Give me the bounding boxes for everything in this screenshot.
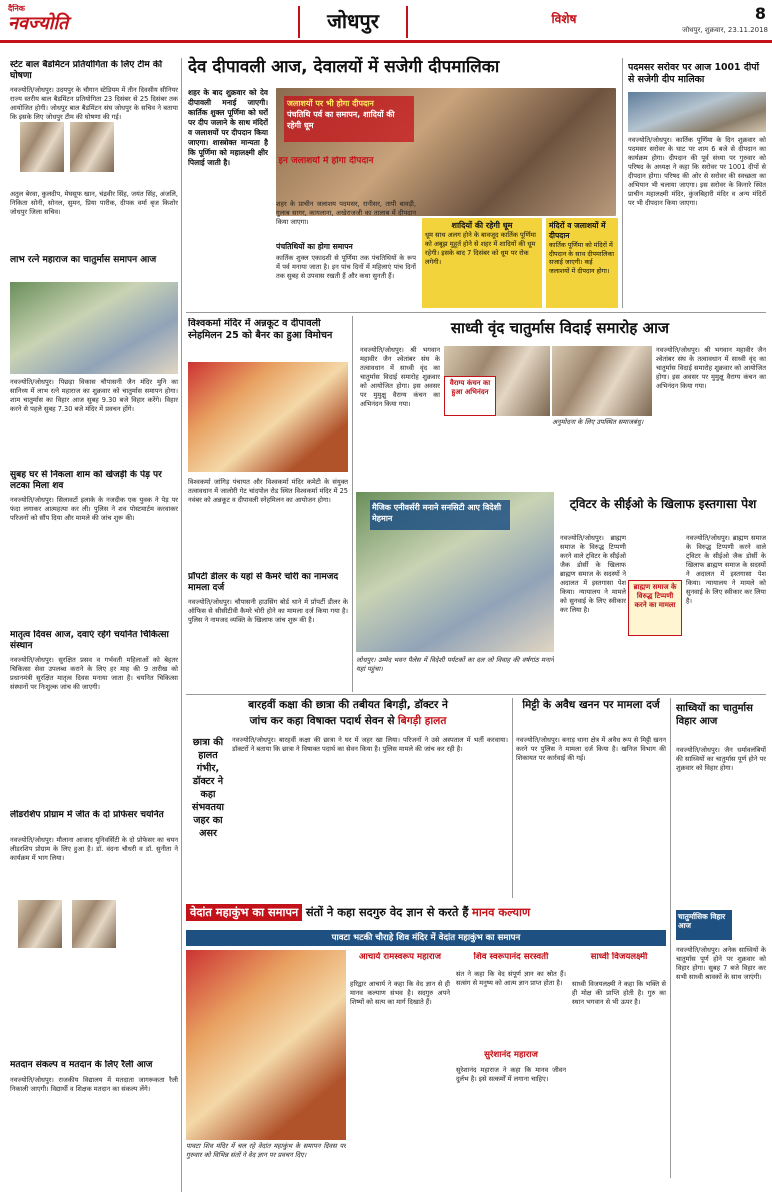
tourists-banner: [370, 500, 510, 530]
twitter-inset: [628, 580, 682, 636]
chaturmas-photo: [10, 282, 178, 374]
vihar-body2: नवज्योति/जोधपुर। अनेक साध्वियों के चातुर्मास पूर्ण होने पर शुक्रवार को विहार होगा। सुबह 7 बजे विहार कर सभी साध्वी श्रावकों के साथ जाएंगी।: [676, 946, 766, 981]
badminton-body: नवज्योति/जोधपुर। उदयपुर के चौगान स्टेडियम में तीन दिवसीय सीनियर राज्य स्तरीय बाल बैडमिंटन प्रतियोगिता 23 दिसंबर से 25 दिसंबर तक आयोजित होगी। जोधपुर बाल बैडमिंटन संघ जोधपुर के सचिव ने बताया कि इसके लिए जोधपुर टीम की घोषणा की गई।: [10, 86, 178, 121]
sadhvi-title: साध्वी वृंद चातुर्मास विदाई समारोह आज: [450, 319, 670, 337]
sadhvi-caption: अनुमोदना के लिए उपस्थित समाजबंधु।: [552, 418, 644, 426]
vedant-col1-title: आचार्य रामस्वरूप महाराज: [358, 952, 442, 962]
khejdi-body: नवज्योति/जोधपुर। सिलावटों इलाके के नजदीक एक युवक ने पेड़ पर फंदा लगाकर आत्महत्या कर ली। पुलिस ने शव पोस्टमार्टम करवाकर परिजनों को सौंप दिया और मामले की जांच शुरू की।: [10, 496, 178, 522]
vihar-body: नवज्योति/जोधपुर। जैन धर्मावलंबियों की साध्वियों का चातुर्मास पूर्ण होने पर शुक्रवार को विहार होगा।: [676, 746, 766, 772]
overlay-box: [284, 96, 414, 142]
lakes-body: शहर के प्राचीन जलाशय पदमसर, रानीसर, तापी बावड़ी, गुलाब सागर, कायलाना, अखेराजजी का तालाब में दीपदान किया जाएगा।: [276, 200, 416, 226]
lakes-subhead: इन जलाशयों में होगा दीपदान: [278, 156, 374, 166]
student-title-b: जांच कर कहा विषाक्त पदार्थ सेवन से: [249, 715, 395, 727]
badminton-names: अतुल बेरवा, कुलदीप, मेघसूफ खान, चंद्रवीर सिंह, जयंत सिंह, अंजलि, निकिता सोनी, सोनल, सुमन, प्रिया पारीक, दीपक वर्मा बृज किशोर जोधपुर जिला सचिव।: [10, 190, 178, 216]
padamsar-body: नवज्योति/जोधपुर। कार्तिक पूर्णिमा के दिन शुक्रवार को पदमसर सरोवर के घाट पर शाम 6 बजे से दीपदान का कार्यक्रम होगा। दीपदान की पूर्व संध्या पर गुरुवार को परिषद के अध्यक्ष ने कहा कि सरोवर पर 1001 दीपों से दीपदान होगा। परिषद की ओर से सरोवर की स्वच्छता का अभियान भी चलाया जाएगा। इस सरोवर के किनारे स्थित प्राचीन महालक्ष्मी मंदिर, कुंजबिहारी मंदिर व अन्य मंदिरों पर भी दीपदान किया जाएगा।: [628, 136, 766, 207]
voting-title: मतदान संकल्प व मतदान के लिए रैली आज: [10, 1060, 153, 1070]
brand-logo: [8, 4, 104, 36]
voting-body: नवज्योति/जोधपुर। राजकीय विद्यालय में मतदाता जागरूकता रैली निकाली जाएगी। विद्यार्थी व शिक्षक मतदान का संकल्प लेंगे।: [10, 1076, 178, 1093]
vedant-col1-body: हरिद्वार आचार्य ने कहा कि वेद ज्ञान से ही मानव कल्याण संभव है। सदगुरु अपने शिष्यों को सत्य का मार्ग दिखाते हैं।: [350, 980, 450, 1006]
vedant-col2-title: शिव स्वरूपानंद सरस्वती: [473, 952, 549, 962]
student-body: नवज्योति/जोधपुर। बारहवीं कक्षा की छात्रा ने घर में जहर खा लिया। परिजनों ने उसे अस्पताल में भर्ती करवाया। डॉक्टरों ने बताया कि छात्रा ने विषाक्त पदार्थ का सेवन किया है। पुलिस मामले की जांच कर रही है।: [232, 736, 508, 753]
center-divider: [352, 316, 353, 692]
mitti-divider: [512, 698, 513, 898]
student-sidebar: छात्रा की हालत गंभीर, डॉक्टर ने कहा संभवतया जहर का असर: [191, 737, 225, 839]
panchtirth-body: कार्तिक शुक्ल एकादशी से पूर्णिमा तक पंचतिथियों के रूप में पर्व मनाया जाता है। इन पांच दिनों में महिलाएं पांच दिनों तक सुबह से उपवास रखती हैं और कथा सुनती हैं।: [276, 254, 416, 280]
city-name: जोधपुर: [327, 9, 379, 33]
vihar-title: साध्वियों का चातुर्मास विहार आज: [676, 703, 753, 727]
twitter-title: ट्विटर के सीईओ के खिलाफ इस्तगासा पेश: [569, 497, 757, 511]
professor-photo-1: [18, 900, 62, 948]
sadhvi-inset: [444, 376, 496, 416]
annakut-title: विश्वकर्मा मंदिर में अन्नकूट व दीपावली स्नेहमिलन 25 को बैनर का हुआ विमोचन: [188, 318, 333, 341]
vedant-photo: [186, 950, 346, 1140]
property-body: नवज्योति/जोधपुर। चौपासनी हाउसिंग बोर्ड थाने में प्रॉपर्टी डीलर के ऑफिस से सीसीटीवी कैमरे चोरी होने का मामला दर्ज किया गया है। पुलिस ने नामजद व्यक्ति के खिलाफ जांच शुरू की है।: [188, 598, 348, 624]
annakut-body: विश्वकर्मा जांगिड़ पंचायत और विश्वकर्मा मंदिर कमेटी के संयुक्त तत्वावधान में जालोरी गेट चांदपोल रोड स्थित विश्वकर्मा मंदिर में 25 नवंबर को अन्नकूट व दीपावली स्नेहमिलन का आयोजन होगा।: [188, 478, 348, 504]
padamsar-photo: [628, 92, 766, 132]
sadhvi-inset-text: वैराग्य कंचन का हुआ अभिनंदन: [449, 379, 491, 396]
player-photo-1: [20, 122, 64, 172]
page-number: 8: [754, 4, 766, 23]
sadhvi-photo-right: [552, 346, 652, 416]
vihar-inset: [676, 910, 732, 940]
tourists-banner-text: मैजिक एनीवर्सरी मनाने सनसिटी आए विदेशी मेहमान: [372, 503, 502, 523]
sadhvi-body: नवज्योति/जोधपुर। श्री भगवान महावीर जैन श्वेतांबर संघ के तत्वावधान में साध्वी वृंद का चातुर्मास विदाई समारोह शुक्रवार को आयोजित होगा। इस अवसर पर मुमुक्षु वैराग्य कंचन का अभिनंदन किया गया।: [360, 346, 440, 408]
badminton-title: स्टेट बाल बैडमिंटन प्रतियोगिता के लिए टीम की घोषणा: [10, 60, 163, 81]
vihar-inset-text: चातुर्मासिक विहार आज: [678, 912, 726, 930]
overlay-title: जलाशयों पर भी होगा दीपदान: [287, 99, 374, 108]
vedant-col2b-body: सुरेशानंद महाराज ने कहा कि मानव जीवन दुर्लभ है। इसे सत्कर्मों में लगाना चाहिए।: [456, 1066, 566, 1083]
section-name: विशेष: [551, 12, 577, 26]
vedant-subhead: पावटा भटकी चौराहे शिव मंदिर में वेदांत महाकुंभ का समापन: [331, 933, 521, 943]
vedant-col3-title: साध्वी विजयलक्ष्मी: [590, 952, 648, 962]
panchtirth-title: पंचतिथियों का होगा समापन: [276, 242, 353, 251]
leadership-title: लीडरशिप प्रोग्राम में जीत के दो प्रोफेसर चयनित: [10, 810, 164, 820]
temples-box: [546, 218, 618, 308]
professor-photo-2: [72, 900, 116, 948]
mitti-title: मिट्टी के अवैध खनन पर मामला दर्ज: [522, 699, 660, 711]
weddings-title: शादियों की रहेगी धूम: [451, 221, 513, 230]
player-photo-2: [70, 122, 114, 172]
row2-divider: [186, 694, 766, 695]
section-label: [534, 12, 594, 34]
weddings-body: धूम साथ अलग होने के बावजूद कार्तिक पूर्णिमा को अबूझ मुहूर्त होने से शहर में शादियों की धूम रहेगी। इसके बाद 7 दिसंबर को धूम पर रोक लगेगी।: [425, 231, 536, 267]
matrutva-title: मातृत्व दिवस आज, दवाएं रहेंगे चयनित चिकित्सा संस्थान: [10, 630, 169, 651]
masthead: [0, 0, 772, 44]
brand-small: दैनिक: [8, 4, 25, 13]
temples-body: कार्तिक पूर्णिमा को मंदिरों में दीपदान के साथ दीपमालिका सजाई जाएगी। कई जलाशयों में दीपदान होगा।: [549, 241, 615, 275]
student-title-row2: [188, 714, 508, 728]
city-label: [298, 6, 408, 38]
deepawali-intro: शहर के बाद शुक्रवार को देव दीपावली मनाई जाएगी। कार्तिक शुक्ल पूर्णिमा को घरों पर दीप जलाने के साथ मंदिरों व जलाशयों पर दीपदान किया जाएगा। शास्त्रोक्त मान्यता है कि पूर्णिमा को महालक्ष्मी क्षीर पिलाई जाती है।: [188, 88, 268, 167]
vedant-title-a: वेदांत महाकुंभ का समापन: [186, 904, 302, 921]
vedant-title-b: संतों ने कहा सदगुरु वेद ज्ञान से करते हैं: [305, 905, 469, 919]
deepawali-headline: देव दीपावली आज, देवालयों में सजेगी दीपमालिका: [188, 57, 500, 77]
chaturmas-title: लाभ रत्ने महाराज का चातुर्मास समापन आज: [10, 255, 157, 265]
matrutva-body: नवज्योति/जोधपुर। सुरक्षित प्रसव व गर्भवती महिलाओं को बेहतर चिकित्सा सेवा उपलब्ध कराने के लिए हर माह की 9 तारीख को प्रधानमंत्री सुरक्षित मातृत्व दिवस मनाया जाता है। चयनित चिकित्सा संस्थानों पर निःशुल्क जांच की जाएगी।: [10, 656, 178, 691]
overlay-text: पंचतिथि पर्व का समापन, शादियों की रहेगी धूम: [287, 110, 395, 131]
student-title-c: बिगड़ी हालत: [397, 715, 447, 727]
temples-title: मंदिरों व जलाशयों में दीपदान: [549, 221, 606, 240]
weddings-box: [422, 218, 542, 308]
chaturmas-body: नवज्योति/जोधपुर। पिछड़ा विकास चौपासनी जैन मंदिर मुनि का सानिध्य में लाभ रत्ने महाराज का शुक्रवार को चातुर्मास समापन होगा। शाम चातुर्मास का विहार आज सुबह 9.30 बजे विहार करेंगे। विहार करने से पहले सुबह 7.30 बजे मंदिर में प्रवचन होंगे।: [10, 378, 178, 413]
twitter-inset-text: ब्राह्मण समाज के विरुद्ध टिप्पणी करने का मामला: [633, 583, 677, 609]
vedant-title-c: मानव कल्याण: [472, 905, 531, 919]
vihar-divider: [670, 698, 671, 1178]
issue-date: जोधपुर, शुक्रवार, 23.11.2018: [682, 26, 768, 34]
vedant-subhead-bar: [186, 930, 666, 946]
sadhvi-body-right: नवज्योति/जोधपुर। श्री भगवान महावीर जैन श्वेतांबर संघ के तत्वावधान में साध्वी वृंद का चातुर्मास विदाई समारोह शुक्रवार को आयोजित होगा। इस अवसर पर मुमुक्षु वैराग्य कंचन का अभिनंदन किया गया।: [656, 346, 766, 390]
property-title: प्रॉपर्टी डीलर के यहां से कैमरे चोरी का नामजद मामला दर्ज: [188, 572, 339, 593]
leadership-body: नवज्योति/जोधपुर। मौलाना आजाद यूनिवर्सिटी के दो प्रोफेसर का चयन लीडरशिप प्रोग्राम के लिए हुआ है। डॉ. वंदना चौधरी व डॉ. सुनीता ने कार्यक्रम में भाग लिया।: [10, 836, 178, 862]
row1-divider: [186, 312, 766, 313]
vedant-caption: पावटा शिव मंदिर में चल रहे वेदांत महाकुंभ के समापन दिवस पर गुरुवार को विभिन्न संतों ने वेद ज्ञान पर प्रवचन दिए।: [186, 1142, 346, 1159]
vedant-headline: [186, 904, 666, 926]
left-column: [10, 60, 178, 1190]
left-column-divider: [181, 58, 182, 1192]
masthead-rule: [0, 40, 772, 43]
padamsar-title: पदमसर सरोवर पर आज 1001 दीपों से सजेगी दीप मालिका: [628, 62, 759, 85]
tourists-caption: जोधपुर। उम्मेद भवन पैलेस में विदेशी पर्यटकों का दल जो विवाह की वर्षगांठ मनाने यहां पहुंचा।: [356, 656, 554, 673]
vedant-col3-body: साध्वी विजयलक्ष्मी ने कहा कि भक्ति से ही मोक्ष की प्राप्ति होती है। गुरु का स्थान भगवान से भी ऊपर है।: [572, 980, 666, 1006]
brand-name: नवज्योति: [8, 13, 69, 35]
twitter-body: नवज्योति/जोधपुर। ब्राह्मण समाज के विरुद्ध टिप्पणी करने वाले ट्विटर के सीईओ जैक डोर्सी के खिलाफ ब्राह्मण समाज के सदस्यों ने अदालत में इस्तगासा पेश किया। न्यायालय ने मामले को सुनवाई के लिए स्वीकार कर लिया है।: [560, 534, 626, 614]
vedant-col2-body: संत ने कहा कि वेद संपूर्ण ज्ञान का स्रोत हैं। सत्संग से मनुष्य को आत्म ज्ञान प्राप्त होता है।: [456, 970, 566, 987]
twitter-body-right: नवज्योति/जोधपुर। ब्राह्मण समाज के विरुद्ध टिप्पणी करने वाले ट्विटर के सीईओ जैक डोर्सी के खिलाफ ब्राह्मण समाज के सदस्यों ने अदालत में इस्तगासा पेश किया। न्यायालय ने मामले को सुनवाई के लिए स्वीकार कर लिया है।: [686, 534, 766, 605]
vedant-col2b-title: सुरेशानंद महाराज: [484, 1050, 538, 1060]
mitti-body: नवज्योति/जोधपुर। बनाड़ थाना क्षेत्र में अवैध रूप से मिट्टी खनन करने पर पुलिस ने मामला दर्ज किया है। खनिज विभाग की शिकायत पर कार्रवाई की गई।: [516, 736, 666, 762]
khejdi-title: सुबह घर से निकला शाम को खेजड़ी के पेड़ पर लटका मिला शव: [10, 470, 162, 491]
annakut-photo: [188, 362, 348, 472]
student-title-a: बारहवीं कक्षा की छात्रा की तबीयत बिगड़ी, डॉक्टर ने: [248, 699, 448, 711]
right-divider-top: [622, 58, 623, 308]
